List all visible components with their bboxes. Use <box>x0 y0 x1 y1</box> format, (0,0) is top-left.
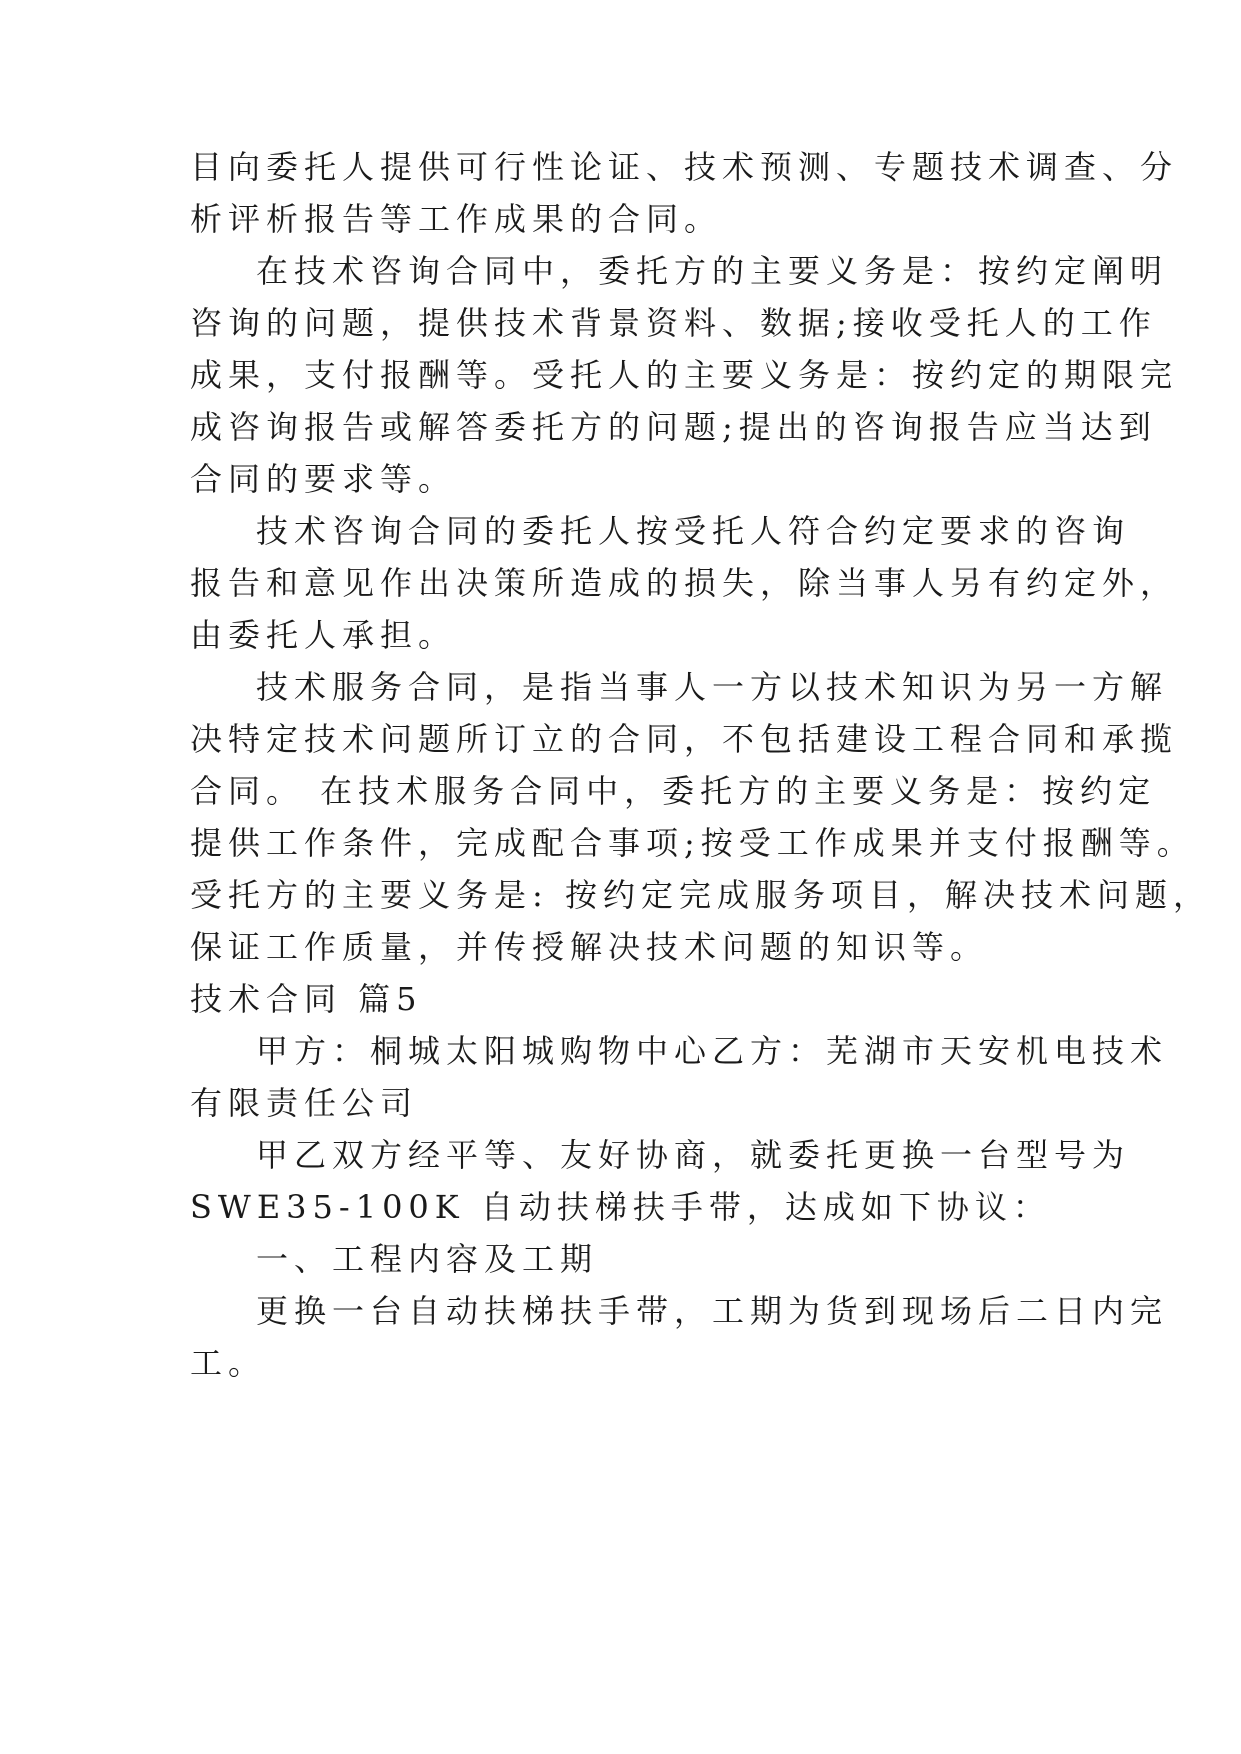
text-line: 由委托人承担。 <box>190 616 457 654</box>
text-line: 合同的要求等。 <box>190 460 457 498</box>
paragraph-first-line: 甲方：桐城太阳城购物中心乙方：芜湖市天安机电技术 <box>256 1032 1169 1070</box>
text-line: 咨询的问题，提供技术背景资料、数据;接收受托人的工作 <box>190 304 1157 342</box>
text-line: 决特定技术问题所订立的合同，不包括建设工程合同和承揽 <box>190 720 1179 758</box>
paragraph-first-line: 技术服务合同，是指当事人一方以技术知识为另一方解 <box>256 668 1169 706</box>
text-line: 受托方的主要义务是: 按约定完成服务项目，解决技术问题， <box>190 876 1211 914</box>
text-line: 保证工作质量，并传授解决技术问题的知识等。 <box>190 928 989 966</box>
paragraph-first-line: 技术咨询合同的委托人按受托人符合约定要求的咨询 <box>256 512 1131 550</box>
section-heading: 技术合同 篇5 <box>190 980 423 1018</box>
clause-heading: 一、工程内容及工期 <box>256 1240 599 1278</box>
text-line: 成咨询报告或解答委托方的问题;提出的咨询报告应当达到 <box>190 408 1157 446</box>
text-line: 工。 <box>190 1344 267 1382</box>
paragraph-first-line: 更换一台自动扶梯扶手带，工期为货到现场后二日内完 <box>256 1292 1169 1330</box>
paragraph-first-line: 甲乙双方经平等、友好协商，就委托更换一台型号为 <box>256 1136 1131 1174</box>
text-line: 提供工作条件，完成配合事项;按受工作成果并支付报酬等。 <box>190 824 1195 862</box>
text-line: 析评析报告等工作成果的合同。 <box>190 200 723 238</box>
text-line: 目向委托人提供可行性论证、技术预测、专题技术调查、分 <box>190 148 1179 186</box>
text-line: 合同。 在技术服务合同中，委托方的主要义务是：按约定 <box>190 772 1157 810</box>
paragraph-first-line: 在技术咨询合同中，委托方的主要义务是：按约定阐明 <box>256 252 1169 290</box>
text-line: 有限责任公司 <box>190 1084 419 1122</box>
text-line: SWE35-100K 自动扶梯扶手带，达成如下协议： <box>190 1188 1051 1226</box>
text-line: 报告和意见作出决策所造成的损失，除当事人另有约定外， <box>190 564 1179 602</box>
text-line: 成果，支付报酬等。受托人的主要义务是：按约定的期限完 <box>190 356 1179 394</box>
